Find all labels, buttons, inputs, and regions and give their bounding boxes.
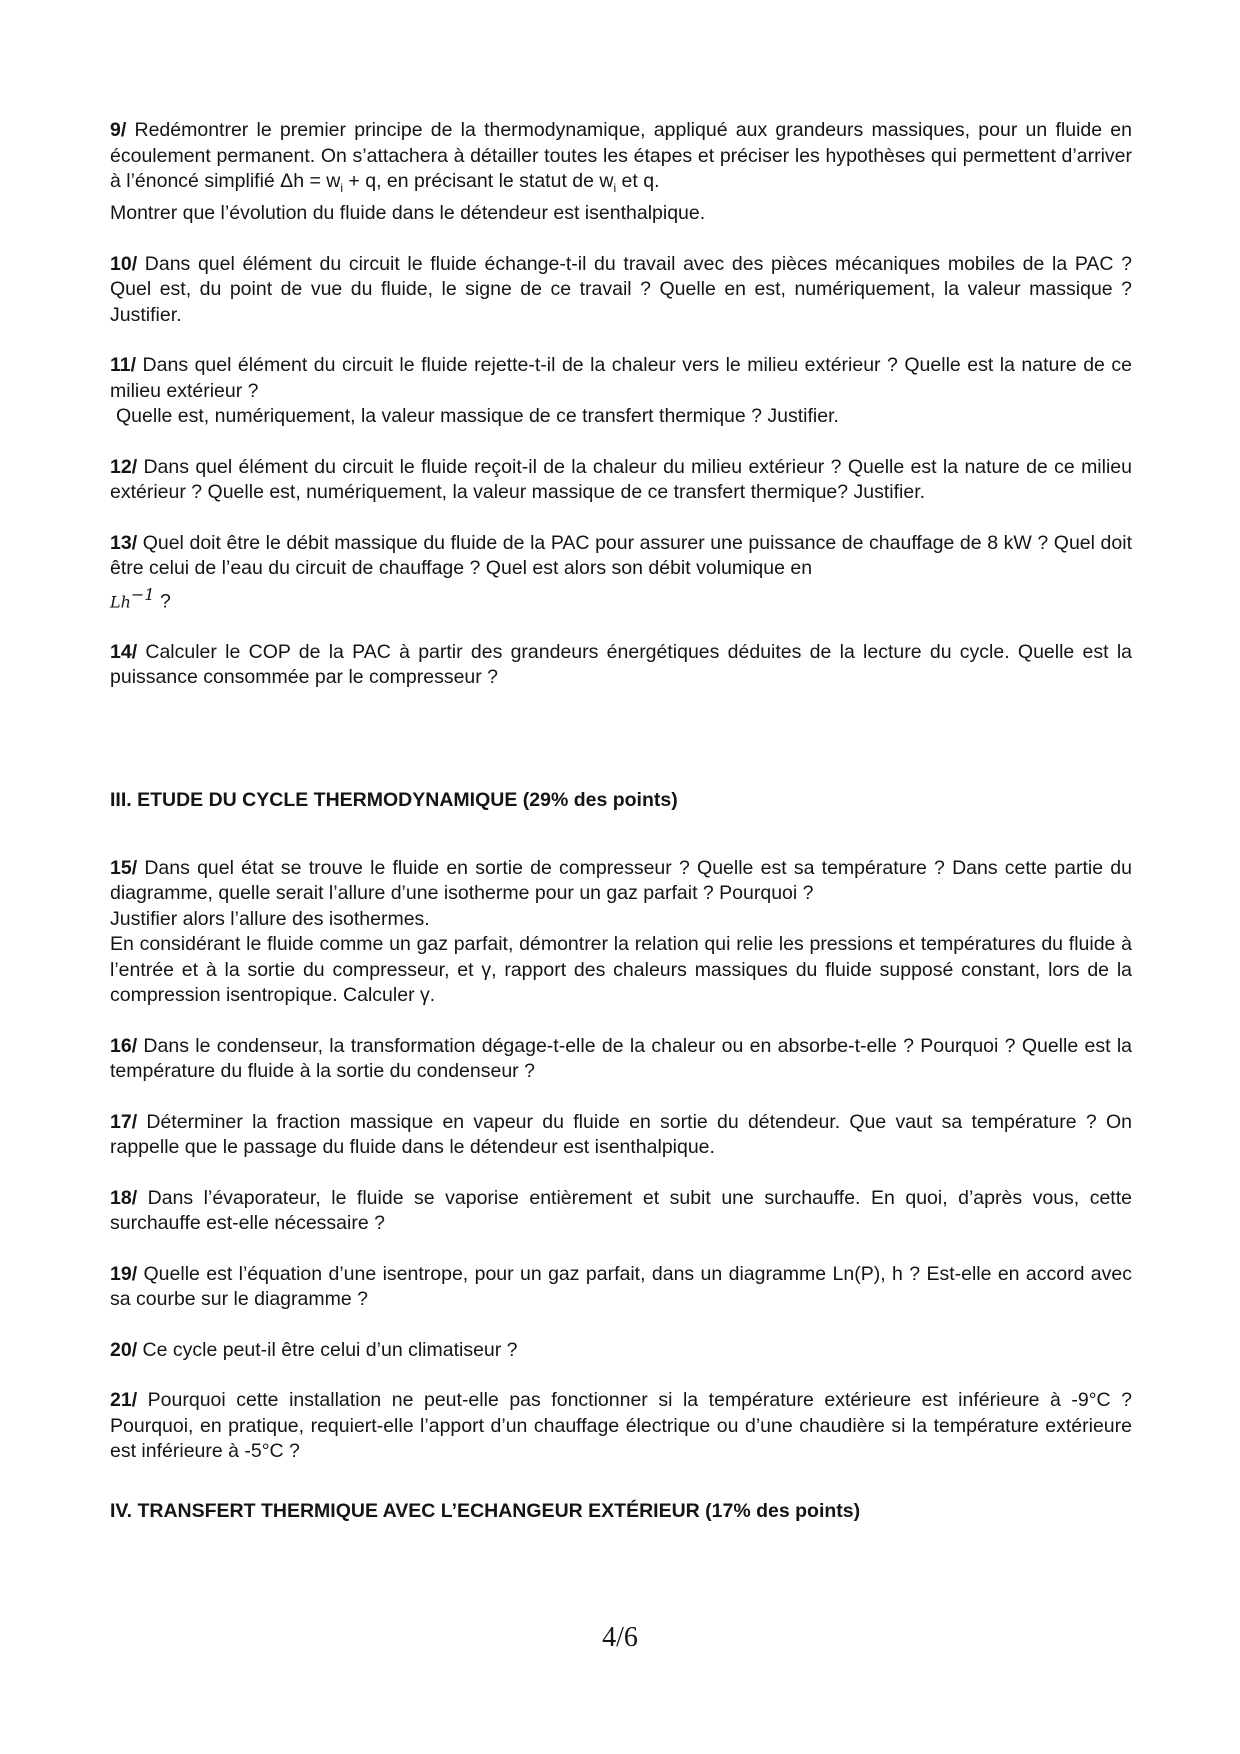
question-text: ? xyxy=(154,590,171,613)
question-13 xyxy=(110,531,1132,615)
question-text: Redémontrer le premier principe de la thermodynamique, appliqué aux grandeurs massiques, pour un fluide en écoulement permanent. On s’attachera à détailler toutes les étapes et préciser les hypothèses qui permettent d’arriver à l’énoncé simplifié Δh = w xyxy=(110,119,1133,192)
unit-lh: Lh xyxy=(110,592,131,612)
question-text: Montrer que l’évolution du fluide dans le détendeur est isenthalpique. xyxy=(110,202,706,225)
question-text: Pourquoi cette installation ne peut-elle pas fonctionner si la température extérieure est inférieure à -9°C ? Pourquoi, en pratique, requiert-elle l’apport d’un chauffage électrique ou d’une chaudière si la température extérieure est inférieure à -5°C ? xyxy=(110,1389,1132,1463)
question-11 xyxy=(110,353,1132,430)
unit-exponent: −1 xyxy=(130,584,155,604)
question-text: Quel doit être le débit massique du fluide de la PAC pour assurer une puissance de chauffage de 8 kW ? Quel doit être celui de l’eau du circuit de chauffage ? Quel est alors son débit volumique en xyxy=(110,531,1133,580)
question-number: 12/ xyxy=(110,455,138,478)
question-text: Calculer le COP de la PAC à partir des grandeurs énergétiques déduites de la lecture du cycle. Quelle est la puissance consommée par le compresseur ? xyxy=(110,640,1132,689)
question-text: Dans quel élément du circuit le fluide rejette-t-il de la chaleur vers le milieu extérieur ? Quelle est la nature de ce milieu extérieur ? xyxy=(110,354,1132,402)
question-number: 18/ xyxy=(110,1186,138,1209)
question-9 xyxy=(110,118,1132,227)
question-text: Quelle est, numériquement, la valeur massique de ce transfert thermique ? Justifier. xyxy=(116,405,839,428)
question-text: Justifier alors l’allure des isothermes. xyxy=(110,907,430,930)
question-number: 21/ xyxy=(110,1389,138,1412)
question-text: Dans le condenseur, la transformation dégage-t-elle de la chaleur ou en absorbe-t-elle ? Pourquoi ? Quelle est la température du fluide à la sortie du condenseur ? xyxy=(110,1034,1132,1083)
question-number: 10/ xyxy=(110,252,138,275)
question-number: 20/ xyxy=(110,1338,138,1361)
question-text: Quelle est l’équation d’une isentrope, pour un gaz parfait, dans un diagramme Ln(P), h ? Est-elle en accord avec sa courbe sur le diagramme ? xyxy=(110,1262,1132,1311)
question-12 xyxy=(110,455,1132,506)
question-number: 15/ xyxy=(110,856,138,879)
question-14 xyxy=(110,640,1132,691)
question-text: Dans quel élément du circuit le fluide reçoit-il de la chaleur du milieu extérieur ? Quelle est la nature de ce milieu extérieur ? Quelle est, numériquement, la valeur massique de ce transfert thermique? Justifier. xyxy=(110,455,1132,504)
question-20 xyxy=(110,1338,1132,1364)
question-number: 13/ xyxy=(110,531,138,554)
question-number: 11/ xyxy=(110,354,137,377)
question-number: 16/ xyxy=(110,1034,138,1057)
question-21 xyxy=(110,1388,1132,1465)
subscript: i xyxy=(613,180,617,195)
question-17 xyxy=(110,1110,1132,1161)
question-text: Dans quel élément du circuit le fluide échange-t-il du travail avec des pièces mécaniques mobiles de la PAC ? Quel est, du point de vue du fluide, le signe de ce travail ? Quelle en est, numériquement, la valeur massique ? Justifier. xyxy=(110,252,1132,326)
question-text: Déterminer la fraction massique en vapeur du fluide en sortie du détendeur. Que vaut sa température ? On rappelle que le passage du fluide dans le détendeur est isenthalpique. xyxy=(110,1110,1132,1159)
question-text: Dans quel état se trouve le fluide en sortie de compresseur ? Quelle est sa température ? Dans cette partie du diagramme, quelle serait l’allure d’une isotherme pour un gaz parfait ? Pourquoi ? xyxy=(110,856,1132,905)
question-18 xyxy=(110,1186,1132,1237)
question-text: En considérant le fluide comme un gaz parfait, démontrer la relation qui relie les pressions et températures du fluide à l’entrée et à la sortie du compresseur, et γ, rapport des chaleurs massiques du fluide supposé constant, lors de la compression isentropique. Calculer γ. xyxy=(110,933,1132,1007)
question-text: Dans l’évaporateur, le fluide se vaporise entièrement et subit une surchauffe. En quoi, d’après vous, cette surchauffe est-elle nécessaire ? xyxy=(110,1186,1132,1235)
section-title-4: IV. TRANSFERT THERMIQUE AVEC L’ECHANGEUR EXTÉRIEUR (17% des points) xyxy=(110,1499,861,1522)
question-text: + q, en précisant le statut de w xyxy=(343,170,614,192)
question-number: 9/ xyxy=(110,119,127,141)
page-content xyxy=(110,118,1132,1523)
question-number: 19/ xyxy=(110,1262,138,1285)
question-number: 14/ xyxy=(110,640,138,663)
question-15 xyxy=(110,856,1132,1009)
page-number: 4/6 xyxy=(602,1622,638,1653)
question-number: 17/ xyxy=(110,1110,138,1133)
question-10 xyxy=(110,252,1132,329)
question-text: et q. xyxy=(616,170,660,192)
question-16 xyxy=(110,1034,1132,1085)
section-title-3: III. ETUDE DU CYCLE THERMODYNAMIQUE (29% des points) xyxy=(110,788,678,811)
question-19 xyxy=(110,1262,1132,1313)
question-text: Ce cycle peut-il être celui d’un climatiseur ? xyxy=(142,1338,518,1361)
subscript: i xyxy=(340,180,344,195)
